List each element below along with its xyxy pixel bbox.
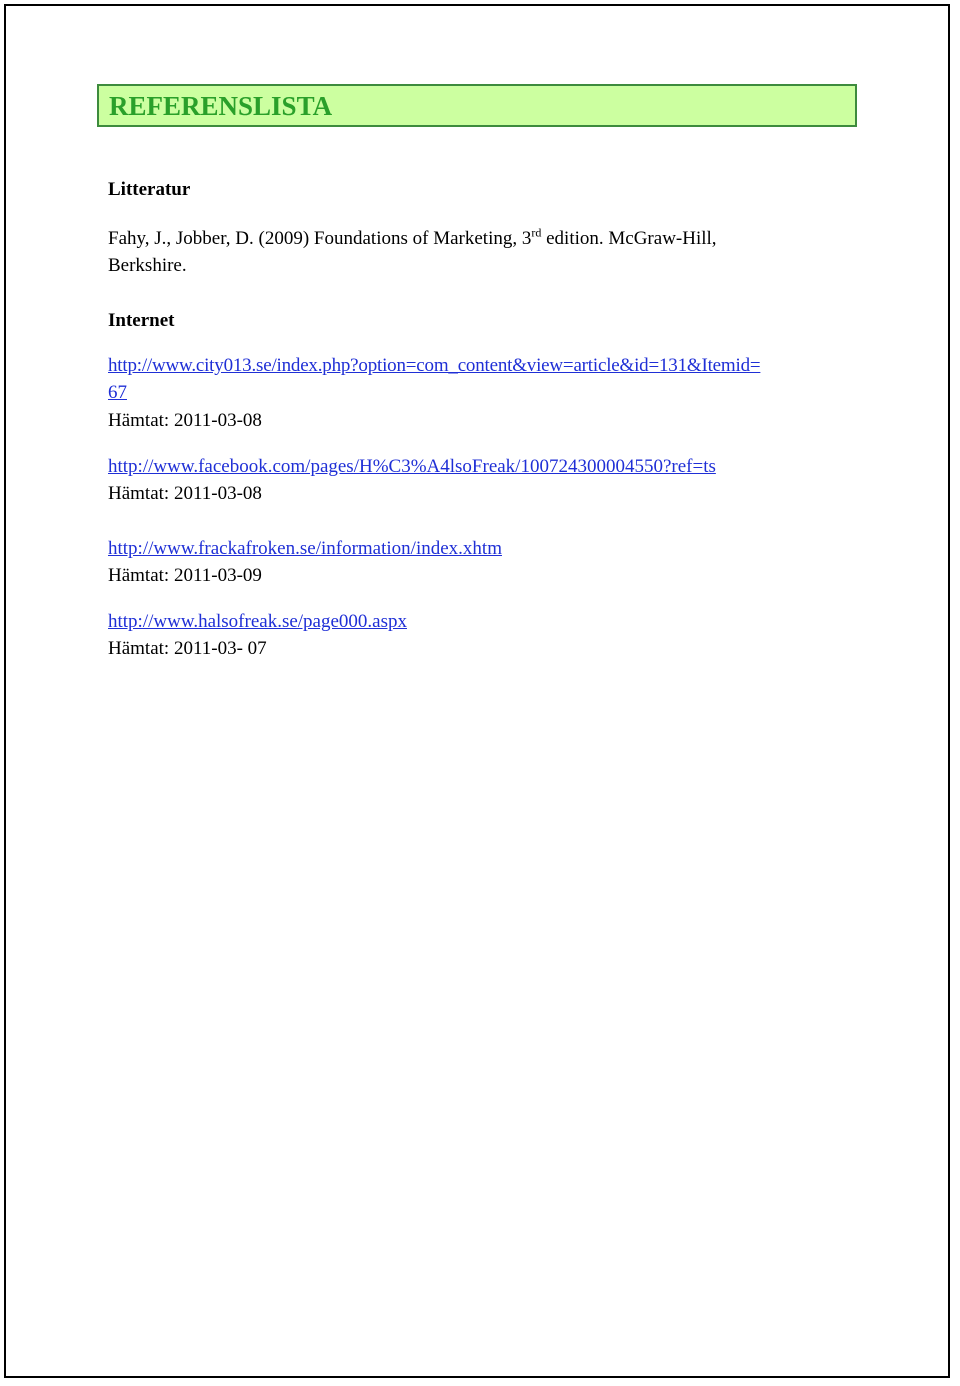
- page-title: REFERENSLISTA: [109, 91, 333, 121]
- internet-heading: Internet: [108, 310, 175, 331]
- page-border: [4, 4, 950, 1378]
- reference-link-facebook[interactable]: http://www.facebook.com/pages/H%C3%A4lsoFreak/100724300004550?ref=ts: [108, 456, 716, 477]
- retrieved-date: Hämtat: 2011-03- 07: [108, 638, 267, 659]
- literature-entry-text: Fahy, J., Jobber, D. (2009) Foundations of Marketing, 3: [108, 228, 532, 249]
- retrieved-date: Hämtat: 2011-03-08: [108, 410, 262, 431]
- reference-link-halsofreak[interactable]: http://www.halsofreak.se/page000.aspx: [108, 611, 407, 632]
- reference-link-city013-continued[interactable]: 67: [108, 382, 127, 403]
- reference-link-frackafroken[interactable]: http://www.frackafroken.se/information/index.xhtm: [108, 538, 502, 559]
- literature-entry-text-continued: edition. McGraw-Hill,: [541, 228, 717, 249]
- literature-entry-line2: Berkshire.: [108, 255, 187, 276]
- literature-heading: Litteratur: [108, 179, 191, 200]
- title-box: [97, 84, 857, 127]
- reference-link-city013[interactable]: http://www.city013.se/index.php?option=com_content&view=article&id=131&Itemid=: [108, 355, 761, 376]
- retrieved-date: Hämtat: 2011-03-09: [108, 565, 262, 586]
- literature-entry: [108, 225, 717, 250]
- edition-superscript: rd: [531, 225, 542, 240]
- retrieved-date: Hämtat: 2011-03-08: [108, 483, 262, 504]
